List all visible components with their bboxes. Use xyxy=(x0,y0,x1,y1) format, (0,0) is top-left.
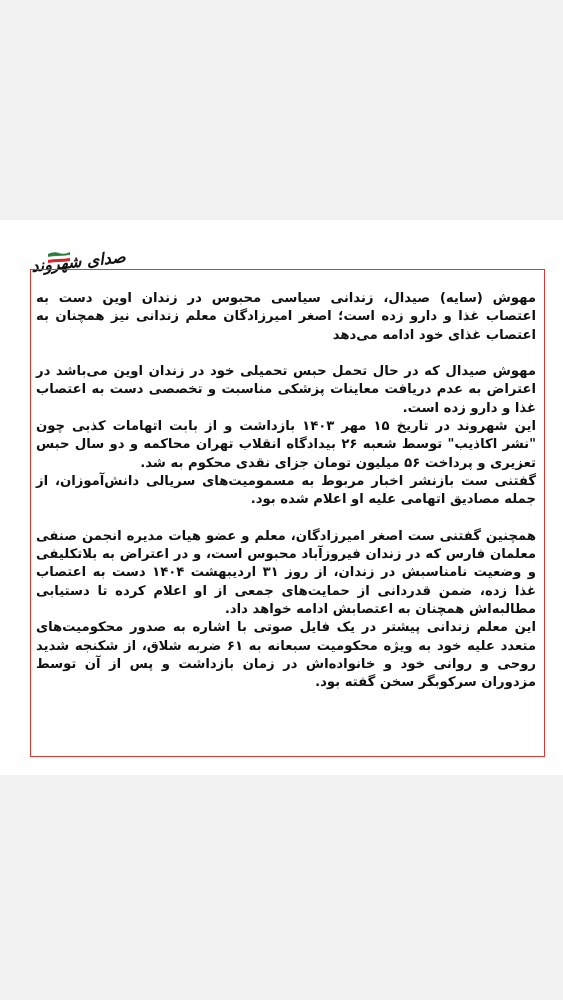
news-card xyxy=(0,220,563,775)
article-paragraph-3: این شهروند در تاریخ ۱۵ مهر ۱۴۰۳ بازداشت و از بابت اتهامات کذبی چون "نشر اکاذیب" توسط شعبه ۲۶ بیدادگاه انقلاب تهران محاکمه و دو سال حبس تعزیری و پرداخت ۵۶ میلیون تومان جزای نقدی محکوم به شد. xyxy=(36,419,536,471)
paragraph-gap xyxy=(36,345,536,363)
brand-logo-text: صدای شهروند xyxy=(30,247,127,276)
article-paragraph-6: این معلم زندانی پیشتر در یک فایل صوتی با اشاره به صدور محکومیت‌های متعدد علیه خود به ویژه محکومیت سبعانه به ۶۱ ضربه شلاق، از شکنجه شدید روحی و روانی خود و خانواده‌اش در زمان بازداشت و پس از آن توسط مزدوران سرکوبگر سخن گفته بود. xyxy=(36,620,536,691)
paragraph-gap xyxy=(36,510,536,528)
article-paragraph-1: مهوش (سایه) صیدال، زندانی سیاسی محبوس در زندان اوین دست به اعتصاب غذا و دارو زده است؛ اصغر امیرزادگان معلم زندانی نیز همچنان به اعتصاب غذای خود ادامه می‌دهد xyxy=(36,291,536,343)
article-paragraph-5: همچنین گفتنی ست اصغر امیرزادگان، معلم و عضو هیات مدیره انجمن صنفی معلمان فارس که در زندان فیروزآباد محبوس است، و در اعتراض به بلاتکلیفی و وضعیت نامناسبش در زندان، از روز ۳۱ اردیبهشت ۱۴۰۴ دست به اعتصاب غذا زده، ضمن قدردانی از حمایت‌های جمعی از او اعلام کرده تا دستیابی مطالبه‌اش همچنان به اعتصابش ادامه خواهد داد. xyxy=(36,528,537,618)
article-body xyxy=(36,290,536,693)
article-paragraph-4: گفتنی ست بازنشر اخبار مربوط به مسمومیت‌های سریالی دانش‌آموزان، از جمله مصادیق اتهامی علیه او اعلام شده بود. xyxy=(36,473,536,508)
article-paragraph-2: مهوش صیدال که در حال تحمل حبس تحمیلی خود در زندان اوین می‌باشد در اعتراض به عدم دریافت معاینات پزشکی مناسبت و تخصصی دست به اعتصاب غذا و دارو زده است. xyxy=(36,364,536,416)
